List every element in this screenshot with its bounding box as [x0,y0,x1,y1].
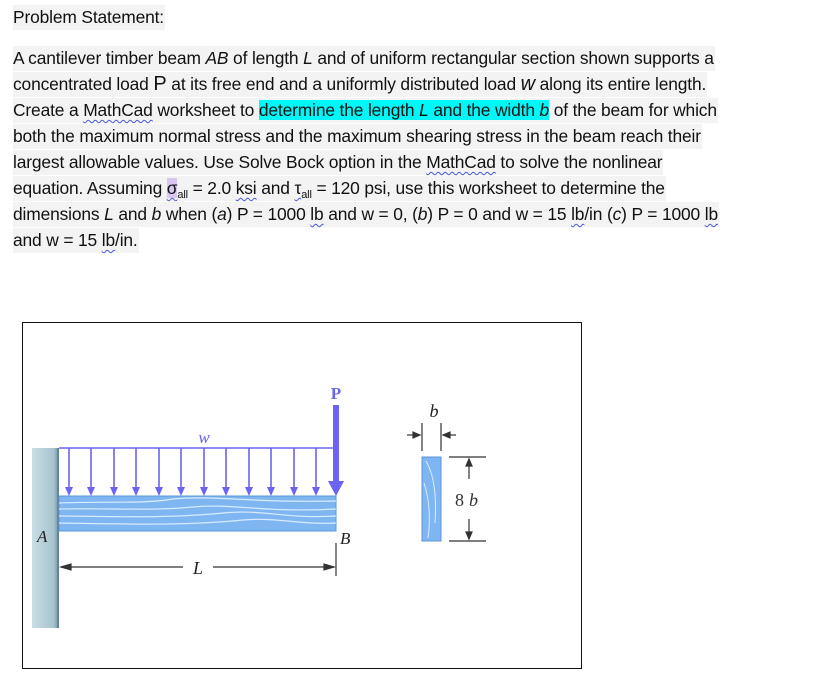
tau-subscript: all [301,189,312,201]
text: and of uniform rectangular section shown supports a [312,48,714,68]
free-end-label-b: B [340,529,351,548]
paragraph-line-8 [13,228,139,253]
spellcheck-word-lb[interactable]: lb [310,204,324,224]
heading: Problem Statement: [13,5,165,30]
spellcheck-word-mathcad[interactable]: MathCad [83,100,153,120]
height-label-var: b [469,490,478,510]
text: and w = 0, ( [323,204,418,224]
text: and w = 15 [13,230,102,250]
paragraph-line-5 [13,150,663,175]
text: at its free end and a uniformly distributed load [166,74,521,94]
text: and [113,204,152,224]
case-c: c [612,204,622,224]
paragraph-line-6 [13,176,666,201]
text: worksheet to [152,100,259,120]
length-var: L [303,48,313,68]
text: and [256,178,295,198]
text: A cantilever timber beam [13,48,206,68]
text: and the width [428,100,540,120]
paragraph-line-3 [13,98,718,123]
load-var: P [153,73,167,95]
text: /in. [115,230,138,250]
beam-diagram [23,323,581,668]
paragraph-line-2 [13,72,707,97]
paragraph-line-7 [13,202,719,227]
spellcheck-word-lb[interactable]: lb [704,204,718,224]
width-var: b [539,100,550,120]
text: dimensions [13,204,105,224]
text: when ( [161,204,218,224]
point-load-arrow [328,405,344,496]
beam-name: AB [205,48,229,68]
cross-section [422,457,441,541]
text: of the beam for which [549,100,717,120]
text: both the maximum normal stress and the maximum shearing stress in the beam reach their [13,126,701,146]
text: /in ( [584,204,613,224]
highlighted-text [259,100,549,120]
spellcheck-word-lb[interactable]: lb [101,230,116,250]
text: concentrated load [13,74,154,94]
distributed-load-arrowheads [65,487,320,496]
text: ) P = 0 and w = 15 [427,204,572,224]
text: along its entire length. [534,74,707,94]
spellcheck-word-lb[interactable]: lb [571,204,585,224]
sigma-symbol[interactable]: σ [166,178,178,198]
length-var: L [104,204,114,224]
text: = 120 psi, use this worksheet to determine the [311,178,665,198]
text: = 2.0 [187,178,236,198]
text: ) P = 1000 [621,204,705,224]
case-a: a [217,204,227,224]
case-b: b [417,204,428,224]
distributed-load-var: w [520,73,535,95]
distributed-load [59,448,336,489]
text: equation. Assuming [13,178,167,198]
spellcheck-word-ksi[interactable]: ksi [235,178,257,198]
width-var: b [151,204,162,224]
text: determine the length [258,100,420,120]
text: of length [228,48,304,68]
text: largest allowable values. Use Solve Bock option in the [13,152,427,172]
point-load-label-p: P [330,384,342,403]
text: Create a [13,100,84,120]
width-label-b: b [429,401,439,421]
sigma-subscript: all [177,189,188,201]
spellcheck-word-mathcad[interactable]: MathCad [426,152,496,172]
tau-symbol: τ [294,178,302,198]
timber-beam [59,496,336,531]
length-label-l: L [192,558,204,578]
cantilever-beam-figure [22,322,582,669]
length-var: L [419,100,429,120]
text: ) P = 1000 [226,204,311,224]
distributed-load-label-w: w [198,428,210,447]
paragraph-line-4 [13,124,702,149]
support-label-a: A [37,527,48,546]
width-dimension [407,423,456,451]
paragraph-line-1 [13,46,715,71]
height-label-factor: 8 [455,490,464,510]
text: to solve the nonlinear [495,152,663,172]
